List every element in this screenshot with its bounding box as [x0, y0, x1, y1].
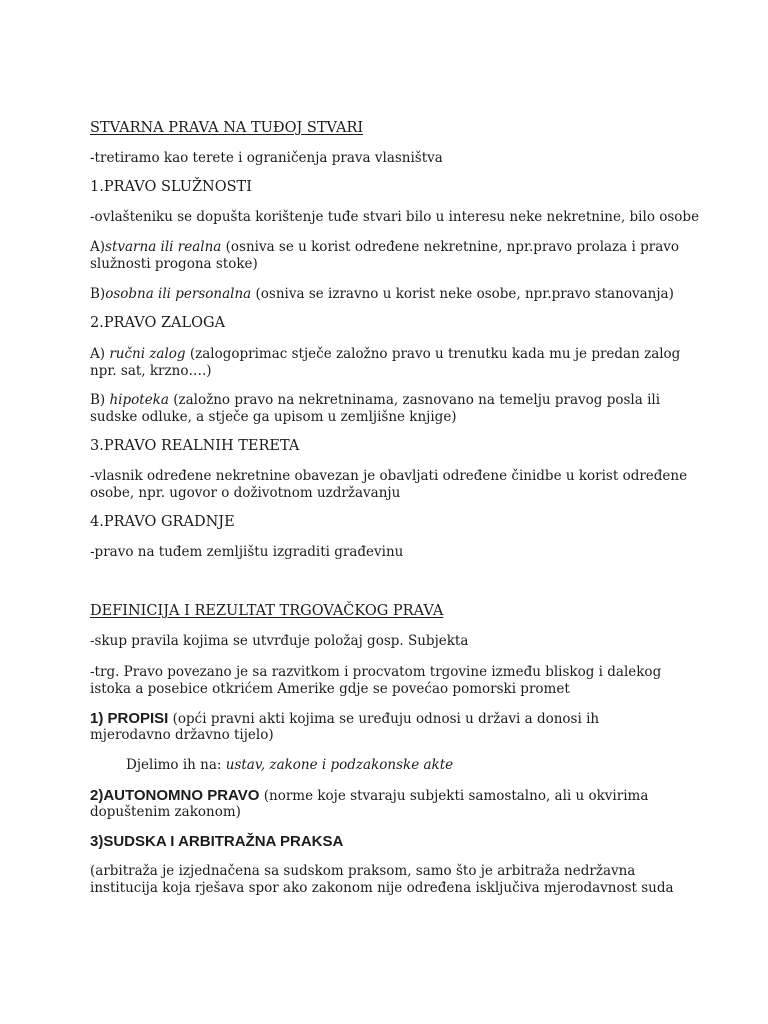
section-title: STVARNA PRAVA NA TUĐOJ STVARI	[90, 120, 364, 136]
item-term: osobna ili personalna	[105, 286, 252, 302]
item-text: (zalogoprimac stječe založno pravo u trenutku kada mu je predan zalog	[185, 346, 681, 362]
item-marker: B)	[90, 286, 106, 302]
list-item-continuation: npr. sat, krzno….)	[90, 363, 212, 379]
list-item	[90, 392, 660, 409]
item-marker: B)	[90, 392, 110, 408]
item-term: hipoteka	[109, 392, 169, 408]
item-text: (založno pravo na nekretninama, zasnovano na temelju pravog posla ili	[168, 392, 661, 408]
paragraph-continuation: istoka a posebice otkrićem Amerike gdje se povećao pomorski promet	[90, 681, 570, 697]
paragraph: -vlasnik određene nekretnine obavezan je obavljati određene činidbe u korist određene	[90, 468, 688, 484]
paragraph-continuation: osobe, npr. ugovor o doživotnom uzdržavanju	[90, 485, 401, 501]
item-heading: 1) PROPISI	[90, 710, 169, 727]
item-heading: 2)AUTONOMNO PRAVO	[90, 787, 260, 804]
paragraph: -pravo na tuđem zemljištu izgraditi građevinu	[90, 544, 404, 560]
heading: 2.PRAVO ZALOGA	[90, 315, 226, 331]
section-title: DEFINICIJA I REZULTAT TRGOVAČKOG PRAVA	[90, 603, 444, 619]
item-term: ručni zalog	[109, 346, 186, 362]
item-text: (norme koje stvaraju subjekti samostalno, ali u okvirima	[259, 788, 649, 804]
list-item	[90, 239, 679, 256]
paragraph: (arbitraža je izjednačena sa sudskom praksom, samo što je arbitraža nedržavna	[90, 863, 636, 879]
paragraph: -skup pravila kojima se utvrđuje položaj gosp. Subjekta	[90, 633, 469, 649]
list-item	[90, 710, 599, 728]
list-item-continuation: služnosti progona stoke)	[90, 256, 258, 272]
heading: 1.PRAVO SLUŽNOSTI	[90, 179, 252, 195]
item-text: (opći pravni akti kojima se uređuju odnosi u državi a donosi ih	[168, 711, 600, 727]
list-item	[90, 286, 674, 303]
item-marker: A)	[90, 346, 110, 362]
indented-note	[126, 757, 453, 774]
item-heading: 3)SUDSKA I ARBITRAŽNA PRAKSA	[90, 833, 344, 850]
list-item	[90, 346, 680, 363]
item-marker: A)	[90, 239, 106, 255]
list-item	[90, 787, 648, 805]
note-term: ustav, zakone i podzakonske akte	[225, 757, 454, 773]
paragraph: -tretiramo kao terete i ograničenja prava vlasništva	[90, 150, 443, 166]
item-text: (osniva se u korist određene nekretnine, npr.pravo prolaza i pravo	[221, 239, 680, 255]
item-term: stvarna ili realna	[105, 239, 222, 255]
paragraph: -trg. Pravo povezano je sa razvitkom i procvatom trgovine između bliskog i dalekog	[90, 664, 662, 680]
paragraph: -ovlašteniku se dopušta korištenje tuđe stvari bilo u interesu neke nekretnine, bilo osobe	[90, 209, 700, 225]
list-item-continuation: dopuštenim zakonom)	[90, 804, 241, 820]
heading: 3.PRAVO REALNIH TERETA	[90, 438, 300, 454]
item-text: (osniva se izravno u korist neke osobe, npr.pravo stanovanja)	[251, 286, 674, 302]
list-item-continuation: mjerodavno državno tijelo)	[90, 727, 274, 743]
note-lead: Djelimo ih na:	[126, 757, 226, 773]
paragraph-continuation: institucija koja rješava spor ako zakonom nije određena isključiva mjerodavnost suda	[90, 880, 674, 896]
list-item-continuation: sudske odluke, a stječe ga upisom u zemljišne knjige)	[90, 409, 457, 425]
heading: 4.PRAVO GRADNJE	[90, 514, 235, 530]
